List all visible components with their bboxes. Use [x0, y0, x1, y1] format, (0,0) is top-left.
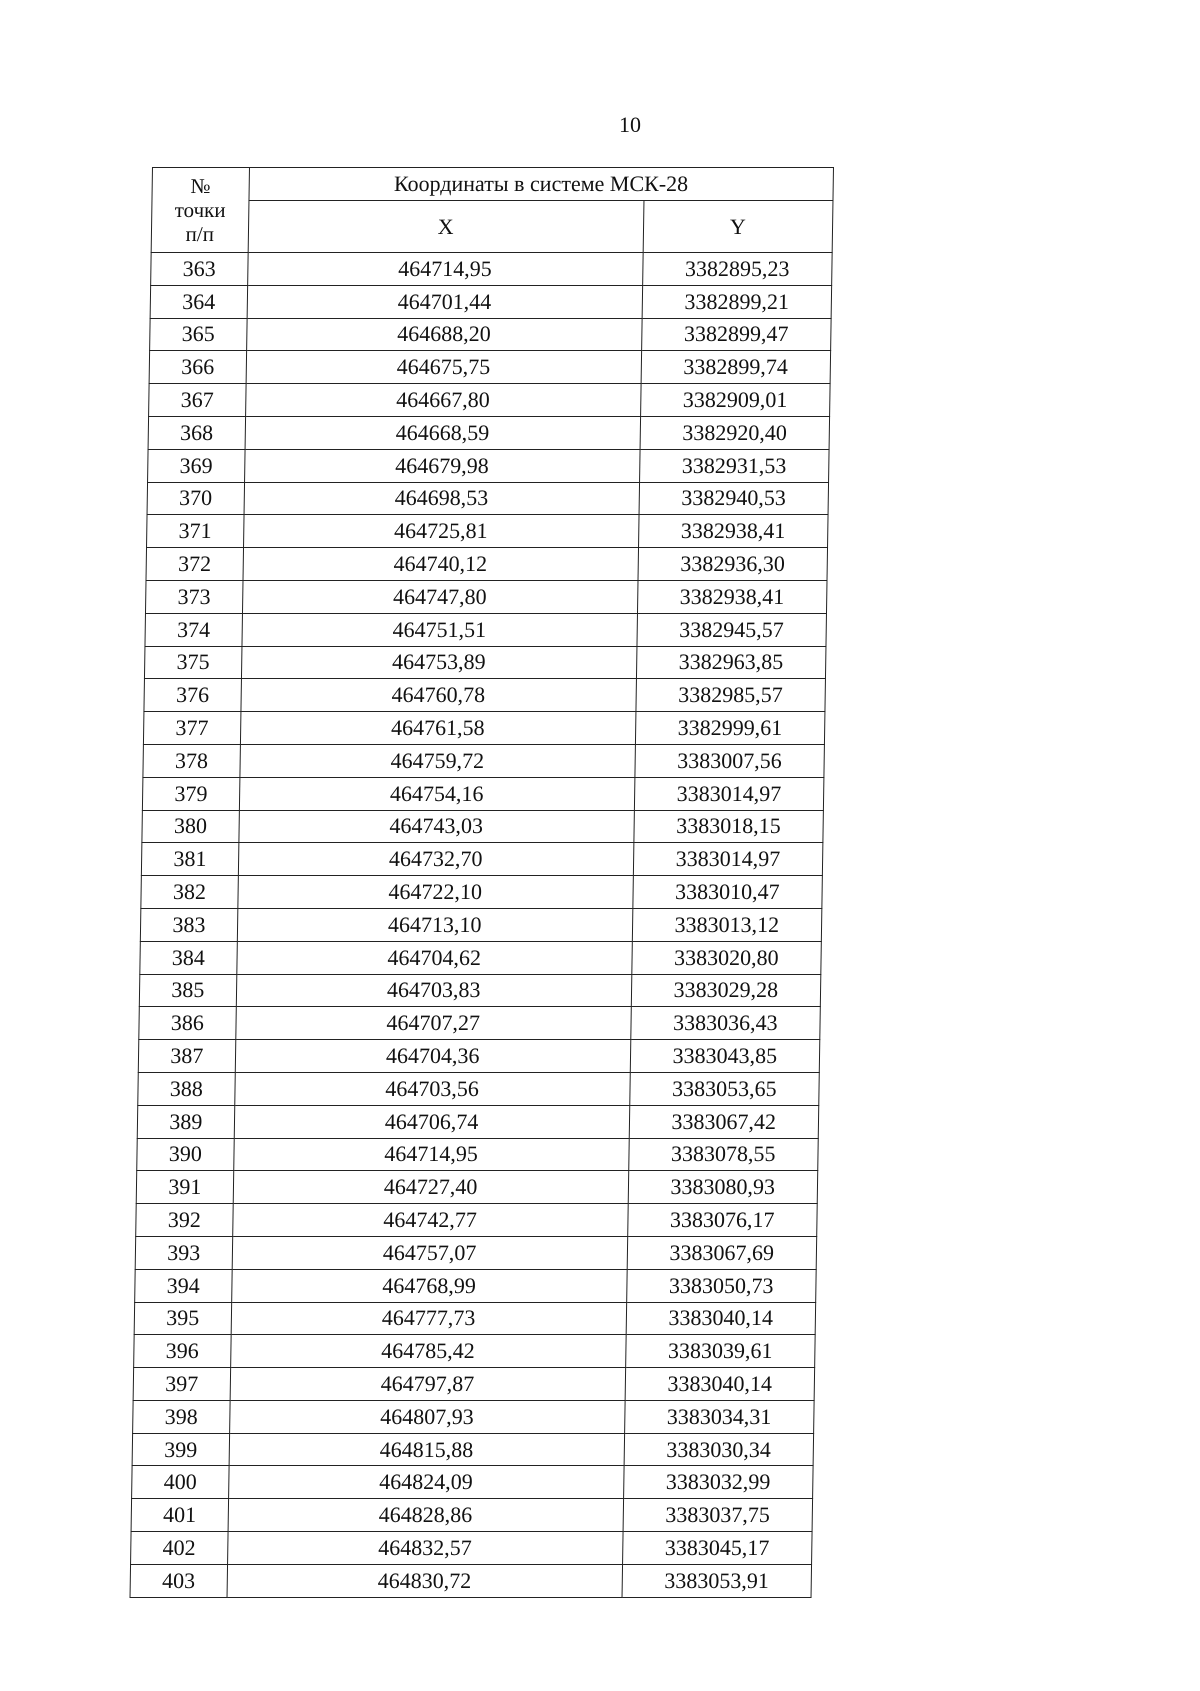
x-coordinate-cell: 464667,80 [245, 384, 640, 417]
x-coordinate-cell: 464824,09 [228, 1466, 623, 1499]
y-coordinate-cell: 3383030,34 [624, 1433, 814, 1466]
point-number-header [151, 168, 249, 253]
table-row [131, 1499, 813, 1532]
point-number-cell: 380 [142, 810, 239, 843]
point-number-cell: 373 [145, 580, 242, 613]
point-number-cell: 387 [138, 1040, 235, 1073]
table-row [138, 1040, 820, 1073]
point-number-cell: 365 [150, 318, 247, 351]
x-coordinate-cell: 464703,83 [236, 974, 631, 1007]
table-row [145, 580, 827, 613]
table-row [149, 384, 831, 417]
y-coordinate-cell: 3383014,97 [634, 777, 824, 810]
point-number-cell: 397 [133, 1368, 230, 1401]
point-number-cell: 376 [144, 679, 241, 712]
table-row [139, 974, 821, 1007]
point-number-cell: 369 [148, 449, 245, 482]
y-coordinate-cell: 3382938,41 [637, 580, 827, 613]
table-row [130, 1564, 812, 1597]
point-number-cell: 364 [150, 285, 247, 318]
table-row [144, 646, 826, 679]
table-row [131, 1532, 813, 1565]
page-number: 10 [619, 112, 641, 137]
table-row [141, 843, 823, 876]
y-coordinate-cell: 3382899,47 [641, 318, 831, 351]
table-row [132, 1433, 814, 1466]
table-row [142, 810, 824, 843]
y-coordinate-cell: 3383045,17 [622, 1532, 812, 1565]
y-coordinate-cell: 3383032,99 [623, 1466, 813, 1499]
point-number-cell: 378 [143, 744, 240, 777]
point-number-cell: 379 [142, 777, 239, 810]
point-number-cell: 370 [147, 482, 244, 515]
y-coordinate-cell: 3383053,65 [629, 1072, 819, 1105]
point-number-cell: 400 [132, 1466, 229, 1499]
x-coordinate-cell: 464714,95 [247, 253, 642, 286]
x-coordinate-cell: 464753,89 [241, 646, 636, 679]
y-coordinate-cell: 3383034,31 [624, 1400, 814, 1433]
y-coordinate-cell: 3383013,12 [632, 908, 822, 941]
y-coordinate-cell: 3383037,75 [623, 1499, 813, 1532]
x-coordinate-cell: 464688,20 [246, 318, 641, 351]
table-row [137, 1138, 819, 1171]
y-coordinate-cell: 3383040,14 [625, 1368, 815, 1401]
x-coordinate-cell: 464704,36 [235, 1040, 630, 1073]
y-coordinate-cell: 3383018,15 [633, 810, 823, 843]
table-row [143, 744, 825, 777]
x-coordinate-cell: 464706,74 [234, 1105, 629, 1138]
table-row [133, 1400, 815, 1433]
point-number-cell: 392 [136, 1204, 233, 1237]
table-row [134, 1335, 816, 1368]
table-row [148, 449, 830, 482]
point-number-cell: 402 [131, 1532, 228, 1565]
x-coordinate-cell: 464707,27 [235, 1007, 630, 1040]
y-coordinate-cell: 3383036,43 [630, 1007, 820, 1040]
y-coordinate-cell: 3383043,85 [630, 1040, 820, 1073]
table-row [140, 908, 822, 941]
y-coordinate-cell: 3383020,80 [631, 941, 821, 974]
x-coordinate-cell: 464747,80 [242, 580, 637, 613]
x-coordinate-cell: 464777,73 [231, 1302, 626, 1335]
coordinates-header: Координаты в системе МСК-28 [249, 168, 834, 201]
y-coordinate-cell: 3382945,57 [637, 613, 827, 646]
y-coordinate-cell: 3383080,93 [628, 1171, 818, 1204]
point-number-cell: 366 [149, 351, 246, 384]
table-row [149, 351, 831, 384]
table-row [140, 941, 822, 974]
y-coordinate-cell: 3383039,61 [625, 1335, 815, 1368]
y-coordinate-cell: 3382909,01 [640, 384, 830, 417]
x-coordinate-cell: 464742,77 [232, 1204, 627, 1237]
x-coordinate-cell: 464828,86 [228, 1499, 623, 1532]
table-row [142, 777, 824, 810]
x-coordinate-cell: 464668,59 [245, 416, 640, 449]
table-row [143, 712, 825, 745]
x-coordinate-cell: 464743,03 [239, 810, 634, 843]
table-row [150, 318, 832, 351]
x-coordinate-cell: 464754,16 [239, 777, 634, 810]
table-row [136, 1204, 818, 1237]
x-coordinate-cell: 464722,10 [238, 876, 633, 909]
point-number-cell: 368 [148, 416, 245, 449]
table-row [141, 876, 823, 909]
x-coordinate-cell: 464751,51 [242, 613, 637, 646]
table-row [145, 613, 827, 646]
x-coordinate-cell: 464832,57 [227, 1532, 622, 1565]
point-number-cell: 399 [132, 1433, 229, 1466]
table-row [147, 515, 829, 548]
point-number-cell: 391 [136, 1171, 233, 1204]
y-coordinate-cell: 3382899,21 [642, 285, 832, 318]
table-row [132, 1466, 814, 1499]
point-number-cell: 375 [144, 646, 241, 679]
x-coordinate-cell: 464760,78 [241, 679, 636, 712]
point-number-cell: 395 [134, 1302, 231, 1335]
x-coordinate-cell: 464807,93 [229, 1400, 624, 1433]
point-number-cell: 383 [140, 908, 237, 941]
point-number-cell: 394 [135, 1269, 232, 1302]
x-coordinate-cell: 464732,70 [238, 843, 633, 876]
y-coordinate-cell: 3382938,41 [638, 515, 828, 548]
point-number-cell: 386 [139, 1007, 236, 1040]
table-row [138, 1072, 820, 1105]
point-number-cell: 401 [131, 1499, 228, 1532]
y-column-header: Y [643, 201, 833, 253]
table-row [136, 1171, 818, 1204]
x-coordinate-cell: 464675,75 [246, 351, 641, 384]
point-number-cell: 377 [143, 712, 240, 745]
table-row [137, 1105, 819, 1138]
y-coordinate-cell: 3383007,56 [635, 744, 825, 777]
x-coordinate-cell: 464713,10 [237, 908, 632, 941]
x-coordinate-cell: 464725,81 [243, 515, 638, 548]
table-header [151, 168, 833, 253]
x-coordinate-cell: 464727,40 [233, 1171, 628, 1204]
table-row [151, 253, 833, 286]
table-body [130, 253, 832, 1598]
y-coordinate-cell: 3382931,53 [639, 449, 829, 482]
x-coordinate-cell: 464759,72 [240, 744, 635, 777]
point-number-cell: 363 [151, 253, 248, 286]
x-coordinate-cell: 464703,56 [234, 1072, 629, 1105]
table-row [144, 679, 826, 712]
y-coordinate-cell: 3383040,14 [626, 1302, 816, 1335]
y-coordinate-cell: 3383029,28 [631, 974, 821, 1007]
point-number-cell: 388 [138, 1072, 235, 1105]
x-coordinate-cell: 464714,95 [233, 1138, 628, 1171]
point-number-cell: 382 [141, 876, 238, 909]
point-number-cell: 367 [149, 384, 246, 417]
point-number-header-text: № точки п/п [174, 174, 226, 246]
coordinates-table [130, 167, 834, 1598]
x-coordinate-cell: 464830,72 [227, 1564, 622, 1597]
y-coordinate-cell: 3382940,53 [639, 482, 829, 515]
point-number-cell: 393 [135, 1236, 232, 1269]
x-coordinate-cell: 464698,53 [244, 482, 639, 515]
point-number-cell: 381 [141, 843, 238, 876]
x-coordinate-cell: 464757,07 [232, 1236, 627, 1269]
x-coordinate-cell: 464704,62 [237, 941, 632, 974]
point-number-cell: 372 [146, 548, 243, 581]
y-coordinate-cell: 3383078,55 [628, 1138, 818, 1171]
y-coordinate-cell: 3382999,61 [635, 712, 825, 745]
x-column-header: X [248, 201, 644, 253]
y-coordinate-cell: 3383053,91 [622, 1564, 812, 1597]
table-row [139, 1007, 821, 1040]
x-coordinate-cell: 464740,12 [243, 548, 638, 581]
y-coordinate-cell: 3383076,17 [627, 1204, 817, 1237]
point-number-cell: 371 [147, 515, 244, 548]
x-coordinate-cell: 464701,44 [247, 285, 642, 318]
y-coordinate-cell: 3382899,74 [641, 351, 831, 384]
point-number-cell: 389 [137, 1105, 234, 1138]
y-coordinate-cell: 3383067,69 [627, 1236, 817, 1269]
point-number-cell: 385 [139, 974, 236, 1007]
point-number-cell: 398 [133, 1400, 230, 1433]
x-coordinate-cell: 464761,58 [240, 712, 635, 745]
x-coordinate-cell: 464815,88 [229, 1433, 624, 1466]
x-coordinate-cell: 464679,98 [244, 449, 639, 482]
table-row [135, 1269, 817, 1302]
y-coordinate-cell: 3382936,30 [638, 548, 828, 581]
point-number-cell: 396 [134, 1335, 231, 1368]
table-row [133, 1368, 815, 1401]
table-row [147, 482, 829, 515]
y-coordinate-cell: 3383050,73 [626, 1269, 816, 1302]
y-coordinate-cell: 3382895,23 [642, 253, 832, 286]
x-coordinate-cell: 464768,99 [231, 1269, 626, 1302]
table-row [146, 548, 828, 581]
point-number-cell: 384 [140, 941, 237, 974]
table-row [135, 1236, 817, 1269]
y-coordinate-cell: 3383010,47 [632, 876, 822, 909]
table-row [134, 1302, 816, 1335]
y-coordinate-cell: 3382920,40 [640, 416, 830, 449]
point-number-cell: 374 [145, 613, 242, 646]
table-row [148, 416, 830, 449]
y-coordinate-cell: 3383014,97 [633, 843, 823, 876]
point-number-cell: 390 [137, 1138, 234, 1171]
x-coordinate-cell: 464785,42 [230, 1335, 625, 1368]
y-coordinate-cell: 3382963,85 [636, 646, 826, 679]
table-row [150, 285, 832, 318]
point-number-cell: 403 [130, 1564, 227, 1597]
x-coordinate-cell: 464797,87 [230, 1368, 625, 1401]
y-coordinate-cell: 3383067,42 [629, 1105, 819, 1138]
y-coordinate-cell: 3382985,57 [636, 679, 826, 712]
